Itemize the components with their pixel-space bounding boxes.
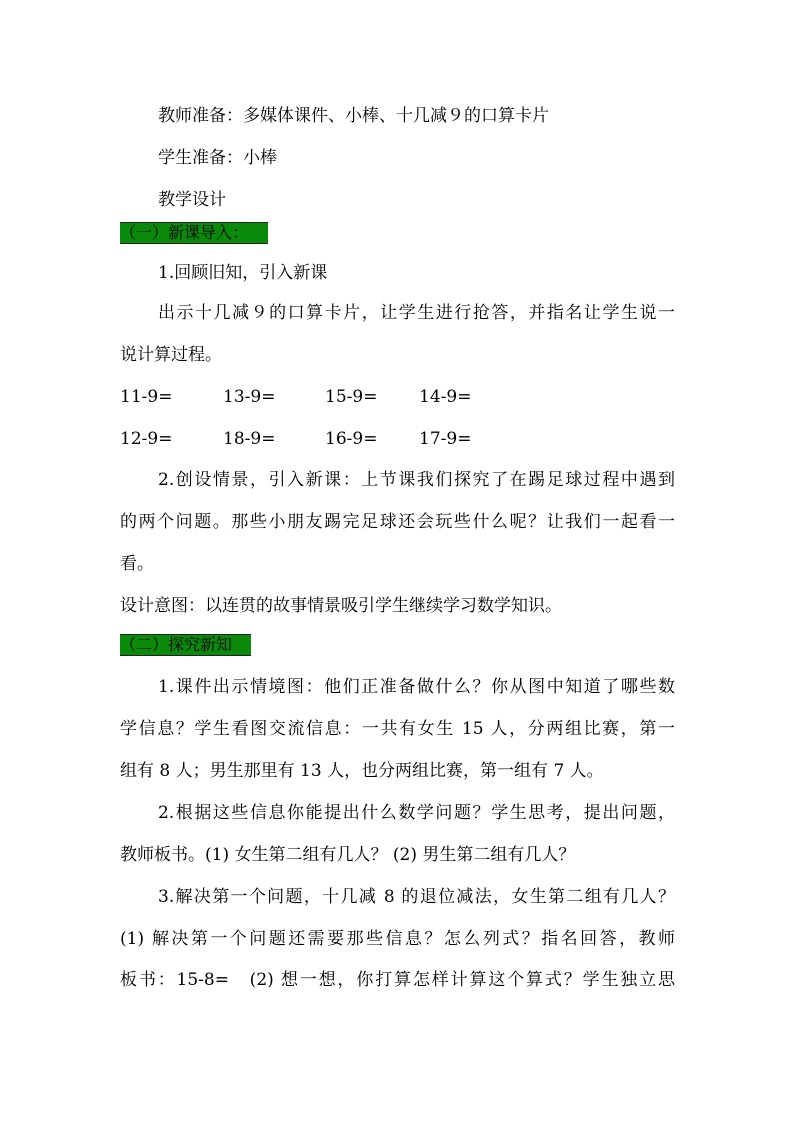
item2-line3: 看。: [120, 554, 154, 574]
s2-item1-line3: 组有 8 人；男生那里有 13 人，也分两组比赛，第一组有 7 人。: [120, 761, 604, 781]
exercise-item: 16-9=: [325, 429, 378, 449]
s2-item3-line3: 板书：15-8= (2) 想一想，你打算怎样计算这个算式？学生独立思: [120, 970, 675, 990]
exercise-item: 11-9=: [120, 387, 173, 407]
item2-line2: 的两个问题。那些小朋友踢完足球还会玩些什么呢？让我们一起看一: [120, 512, 675, 532]
teaching-design-title: 教学设计: [158, 190, 226, 210]
s2-item2-line2: 教师板书。(1) 女生第二组有几人？ (2) 男生第二组有几人？: [120, 845, 576, 865]
design-intent-line: 设计意图：以连贯的故事情景吸引学生继续学习数学知识。: [120, 596, 562, 616]
exercise-item: 17-9=: [419, 429, 472, 449]
student-prep-line: 学生准备：小棒: [158, 148, 277, 168]
s2-item2-line1: 2.根据这些信息你能提出什么数学问题？学生思考，提出问题，: [158, 803, 675, 823]
teacher-prep-line: 教师准备：多媒体课件、小棒、十几减９的口算卡片: [158, 106, 549, 126]
s2-item3-line1: 3.解决第一个问题，十几减 8 的退位减法，女生第二组有几人？: [158, 887, 675, 907]
exercise-item: 13-9=: [223, 387, 276, 407]
exercise-item: 14-9=: [419, 387, 472, 407]
exercise-item: 18-9=: [223, 429, 276, 449]
item2-line1: 2.创设情景，引入新课：上节课我们探究了在踢足球过程中遇到: [158, 470, 675, 490]
section2-heading: （二）探究新知: [120, 634, 251, 656]
exercise-item: 12-9=: [120, 429, 173, 449]
item1-line1: 出示十几减９的口算卡片，让学生进行抢答，并指名让学生说一: [158, 303, 675, 323]
exercise-item: 15-9=: [325, 387, 378, 407]
s2-item3-line2: (1) 解决第一个问题还需要那些信息？怎么列式？指名回答，教师: [120, 929, 675, 949]
s2-item1-line1: 1.课件出示情境图：他们正准备做什么？你从图中知道了哪些数: [158, 677, 675, 697]
s2-item1-line2: 学信息？学生看图交流信息：一共有女生 15 人，分两组比赛，第一: [120, 719, 675, 739]
section1-heading: （一）新课导入：: [120, 222, 268, 244]
item1-line2: 说计算过程。: [120, 345, 222, 365]
item1-title: 1.回顾旧知，引入新课: [158, 263, 328, 283]
